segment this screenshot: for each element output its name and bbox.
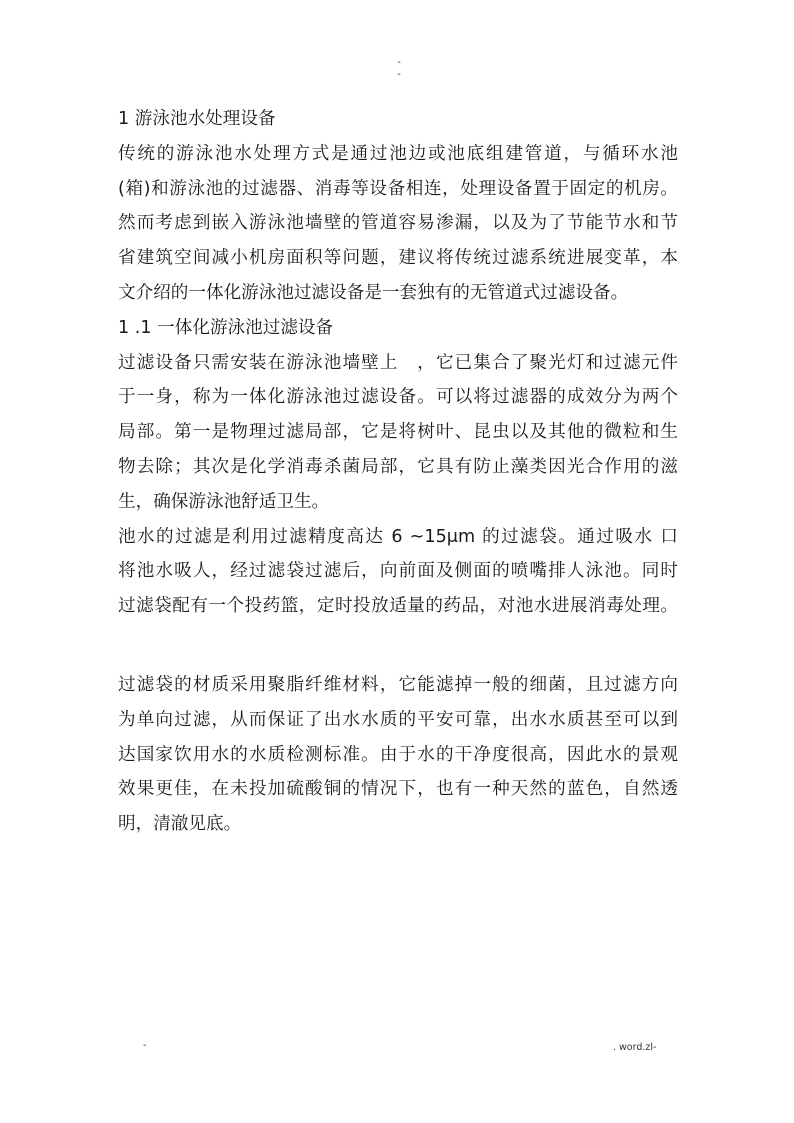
paragraph-line: 为单向过滤，从而保证了出水水质的平安可靠，出水水质甚至可以到 xyxy=(118,709,678,730)
section-1-1-paragraph-1 xyxy=(118,346,678,520)
paragraph-line: 文介绍的一体化游泳池过滤设备是一套独有的无管道式过滤设备。 xyxy=(118,282,629,303)
header-dash-bottom: - xyxy=(397,69,401,80)
paragraph-line: 将池水吸人，经过滤袋过滤后，向前面及侧面的喷嘴排人泳池。同时 xyxy=(118,561,678,582)
paragraph-line: 过滤设备只需安装在游泳池墙壁上 ，它已集合了聚光灯和过滤元件 xyxy=(118,352,678,373)
paragraph-line: 生，确保游泳池舒适卫生。 xyxy=(118,491,330,512)
paragraph-gap xyxy=(118,624,678,668)
section-heading-1-1: 1 .1 一体化游泳池过滤设备 xyxy=(118,317,334,338)
document-body xyxy=(118,102,678,842)
paragraph-line: 明，清澈见底。 xyxy=(118,814,242,835)
paragraph-line: 然而考虑到嵌入游泳池墙壁的管道容易渗漏，以及为了节能节水和节 xyxy=(118,213,678,234)
paragraph-line: 传统的游泳池水处理方式是通过池边或池底组建管道，与循环水池 xyxy=(118,143,678,164)
footer-dash: - xyxy=(143,1040,147,1051)
paragraph-line: 过滤袋配有一个投药篮，定时投放适量的药品，对池水进展消毒处理。 xyxy=(118,596,678,617)
section-1-1-paragraph-3 xyxy=(118,668,678,842)
header-dash-top: - xyxy=(397,57,401,68)
paragraph-line: 物去除；其次是化学消毒杀菌局部，它具有防止藻类因光合作用的滋 xyxy=(118,456,678,477)
paragraph-line: 局部。第一是物理过滤局部，它是将树叶、昆虫以及其他的微粒和生 xyxy=(118,422,678,443)
paragraph-line: 池水的过滤是利用过滤精度高达 6 ~15μm 的过滤袋。通过吸水 口 xyxy=(118,526,678,547)
section-1-paragraph xyxy=(118,137,678,311)
footer-watermark-text: . word.zl- xyxy=(613,1042,657,1053)
paragraph-line: (箱)和游泳池的过滤器、消毒等设备相连，处理设备置于固定的机房。 xyxy=(118,178,678,199)
paragraph-line: 效果更佳，在未投加硫酸铜的情况下，也有一种天然的蓝色，自然透 xyxy=(118,779,678,800)
paragraph-line: 达国家饮用水的水质检测标准。由于水的干净度很高，因此水的景观 xyxy=(118,744,678,765)
paragraph-line: 过滤袋的材质采用聚脂纤维材料，它能滤掉一般的细菌，且过滤方向 xyxy=(118,674,678,695)
paragraph-line: 省建筑空间减小机房面积等问题，建议将传统过滤系统进展变革，本 xyxy=(118,248,678,269)
section-1-1-paragraph-2 xyxy=(118,520,678,624)
section-heading-1: 1 游泳池水处理设备 xyxy=(118,109,276,129)
paragraph-line: 于一身，称为一体化游泳池过滤设备。可以将过滤器的成效分为两个 xyxy=(118,387,678,408)
